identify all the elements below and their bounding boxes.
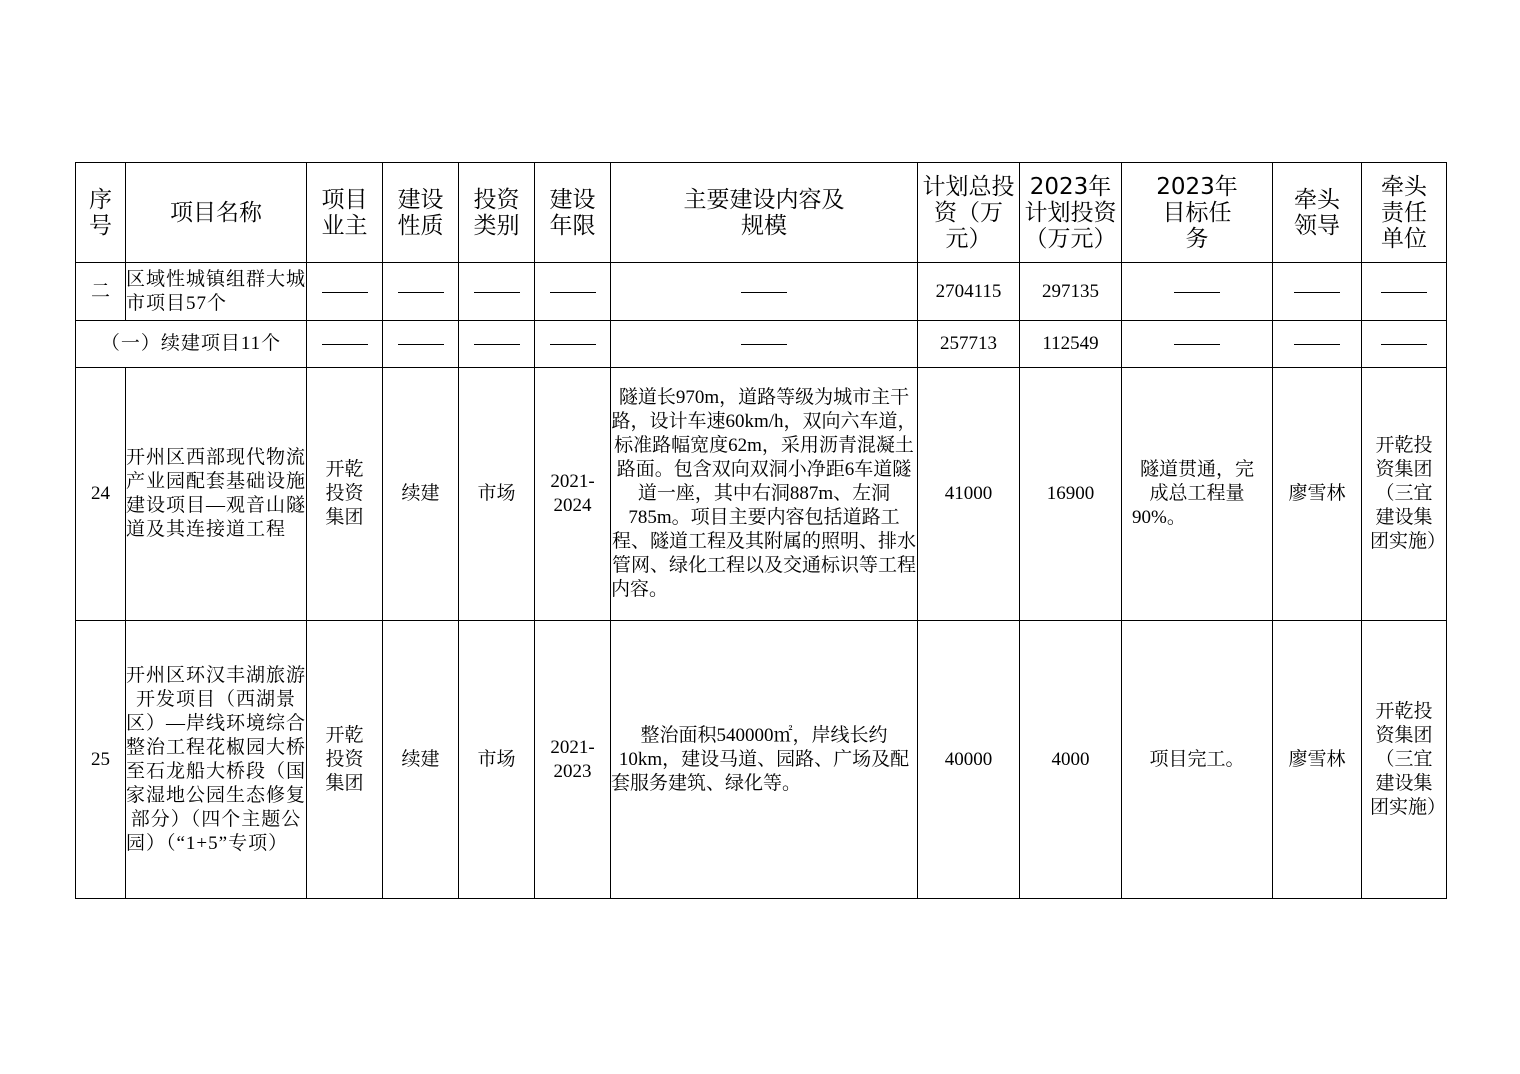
cell-nature-empty — [383, 263, 459, 321]
dash-mark — [398, 292, 444, 293]
dash-mark — [398, 344, 444, 345]
dash-mark — [322, 292, 368, 293]
table-row — [76, 321, 1447, 368]
header-plan2023: 2023年计划投资（万元） — [1020, 163, 1122, 263]
cell-unit: 开乾投资集团（三宜建设集团实施） — [1362, 368, 1447, 621]
dash-mark — [550, 292, 596, 293]
dash-mark — [741, 344, 787, 345]
cell-type: 市场 — [459, 368, 535, 621]
cell-period: 2021-2024 — [535, 368, 611, 621]
cell-total: 257713 — [918, 321, 1020, 368]
cell-unit-empty — [1362, 263, 1447, 321]
cell-total: 41000 — [918, 368, 1020, 621]
cell-owner-empty — [307, 263, 383, 321]
cell-type-empty — [459, 263, 535, 321]
cell-type-empty — [459, 321, 535, 368]
table-header-row — [76, 163, 1447, 263]
cell-unit-empty — [1362, 321, 1447, 368]
header-type: 投资类别 — [459, 163, 535, 263]
cell-leader: 廖雪林 — [1273, 368, 1362, 621]
cell-seq: 二 — [76, 263, 126, 321]
cell-nature: 续建 — [383, 368, 459, 621]
cell-seq: 25 — [76, 621, 126, 899]
dash-mark — [1174, 292, 1220, 293]
dash-mark — [741, 292, 787, 293]
cell-content-empty — [611, 263, 918, 321]
cell-owner-empty — [307, 321, 383, 368]
cell-name: 区域性城镇组群大城市项目57个 — [126, 263, 307, 321]
cell-content: 隧道长970m，道路等级为城市主干路，设计车速60km/h，双向六车道，标准路幅宽度62m，采用沥青混凝土路面。包含双向双洞小净距6车道隧道一座，其中右洞887m、左洞785m。项目主要内容包括道路工程、隧道工程及其附属的照明、排水管网、绿化工程以及交通标识等工程内容。 — [611, 368, 918, 621]
dash-mark — [322, 344, 368, 345]
dash-mark — [550, 344, 596, 345]
cell-target-empty — [1122, 263, 1273, 321]
cell-type: 市场 — [459, 621, 535, 899]
dash-mark — [1381, 292, 1427, 293]
cell-content-empty — [611, 321, 918, 368]
cell-owner: 开乾投资集团 — [307, 621, 383, 899]
cell-period-empty — [535, 263, 611, 321]
cell-leader-empty — [1273, 263, 1362, 321]
cell-plan2023: 297135 — [1020, 263, 1122, 321]
cell-plan2023: 4000 — [1020, 621, 1122, 899]
cell-total: 2704115 — [918, 263, 1020, 321]
cell-name: 开州区西部现代物流产业园配套基础设施建设项目—观音山隧道及其连接道工程 — [126, 368, 307, 621]
dash-mark — [1174, 344, 1220, 345]
cell-target: 项目完工。 — [1122, 621, 1273, 899]
cell-content: 整治面积540000㎡，岸线长约10km，建设马道、园路、广场及配套服务建筑、绿化等。 — [611, 621, 918, 899]
header-name: 项目名称 — [126, 163, 307, 263]
cell-name: （一）续建项目11个 — [76, 321, 307, 368]
cell-leader: 廖雪林 — [1273, 621, 1362, 899]
header-period: 建设年限 — [535, 163, 611, 263]
cell-plan2023: 112549 — [1020, 321, 1122, 368]
header-leader: 牵头领导 — [1273, 163, 1362, 263]
header-unit: 牵头责任单位 — [1362, 163, 1447, 263]
dash-mark — [474, 344, 520, 345]
dash-mark — [1294, 344, 1340, 345]
dash-mark — [1294, 292, 1340, 293]
cell-seq: 24 — [76, 368, 126, 621]
cell-name: 开州区环汉丰湖旅游开发项目（西湖景区）—岸线环境综合整治工程花椒园大桥至石龙船大桥段（国家湿地公园生态修复部分）（四个主题公园）（“1+5”专项） — [126, 621, 307, 899]
header-seq: 序号 — [76, 163, 126, 263]
cell-target: 隧道贯通，完成总工程量90%。 — [1122, 368, 1273, 621]
cell-unit: 开乾投资集团（三宜建设集团实施） — [1362, 621, 1447, 899]
header-owner: 项目业主 — [307, 163, 383, 263]
cell-leader-empty — [1273, 321, 1362, 368]
table-row — [76, 263, 1447, 321]
project-table — [75, 162, 1447, 899]
cell-plan2023: 16900 — [1020, 368, 1122, 621]
table-row — [76, 368, 1447, 621]
cell-period-empty — [535, 321, 611, 368]
cell-owner: 开乾投资集团 — [307, 368, 383, 621]
dash-mark — [1381, 344, 1427, 345]
cell-target-empty — [1122, 321, 1273, 368]
table-row — [76, 621, 1447, 899]
cell-period: 2021-2023 — [535, 621, 611, 899]
cell-nature: 续建 — [383, 621, 459, 899]
header-content: 主要建设内容及规模 — [611, 163, 918, 263]
header-nature: 建设性质 — [383, 163, 459, 263]
cell-total: 40000 — [918, 621, 1020, 899]
header-target: 2023年目标任务 — [1122, 163, 1273, 263]
header-total: 计划总投资（万元） — [918, 163, 1020, 263]
cell-nature-empty — [383, 321, 459, 368]
dash-mark — [474, 292, 520, 293]
